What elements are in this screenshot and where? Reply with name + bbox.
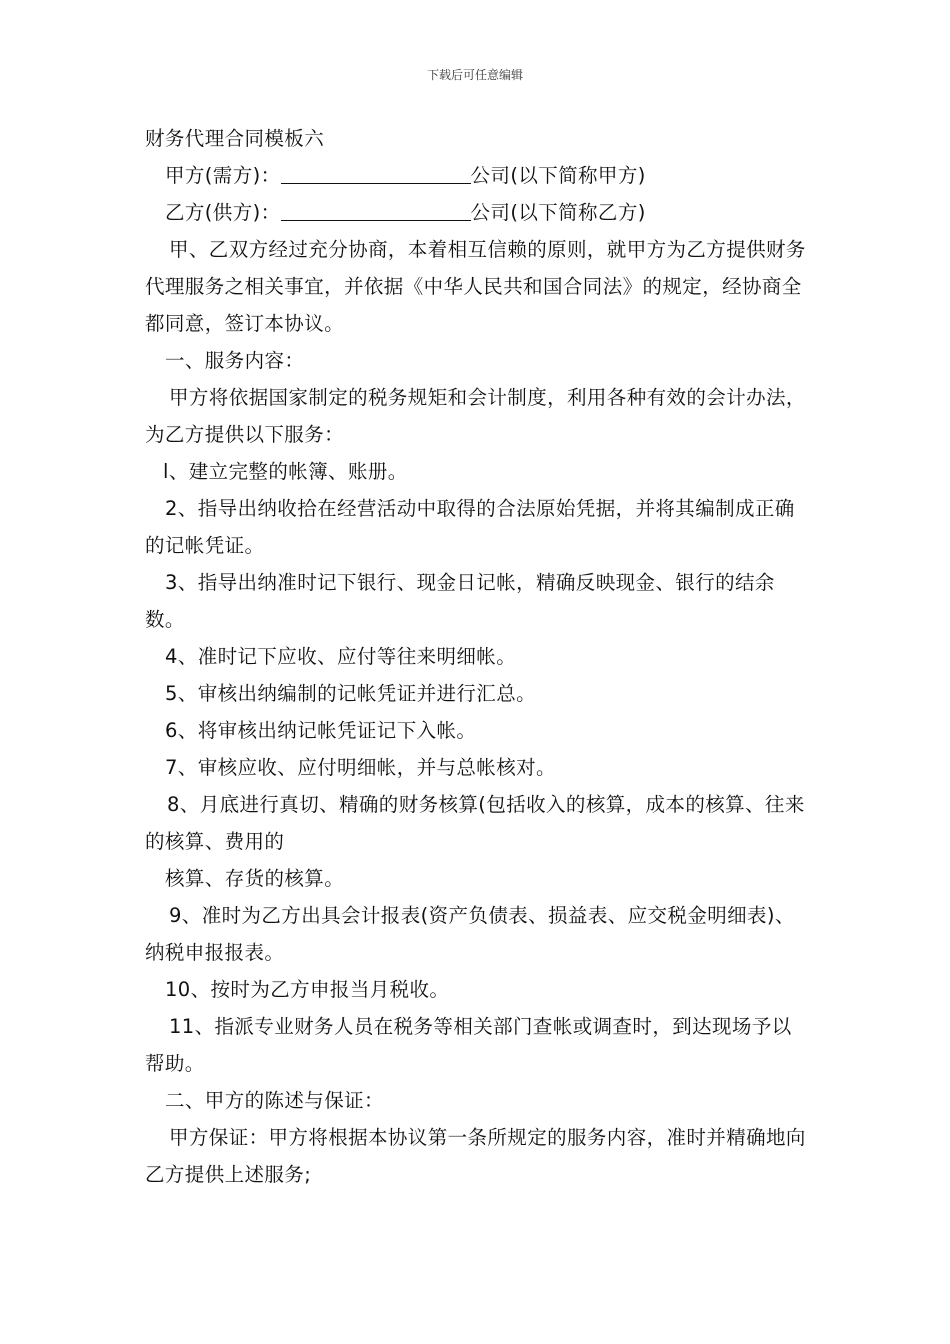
section-2-text: 甲方保证：甲方将根据本协议第一条所规定的服务内容，准时并精确地向乙方提供上述服务; <box>145 1126 806 1186</box>
list-item: 10、按时为乙方申报当月税收。 <box>165 978 450 1001</box>
list-item <box>145 564 810 638</box>
list-item <box>145 1008 810 1082</box>
list-item <box>145 786 810 860</box>
section-1-intro-text: 甲方将依据国家制定的税务规矩和会计制度，利用各种有效的会计办法，为乙方提供以下服务： <box>145 386 806 446</box>
list-item-text: 3、指导出纳准时记下银行、现金日记帐，精确反映现金、银行的结余数。 <box>145 571 775 631</box>
list-item-continuation: 核算、存货的核算。 <box>165 867 345 890</box>
intro-paragraph <box>145 231 810 342</box>
list-item <box>145 490 810 564</box>
party-a-suffix: 公司(以下简称甲方) <box>470 164 646 187</box>
list-item: 6、将审核出纳记帐凭证记下入帐。 <box>165 719 477 742</box>
section-1-title: 一、服务内容： <box>165 349 305 372</box>
document-title: 财务代理合同模板六 <box>145 127 325 150</box>
list-item-text: l、建立完整的帐簿、账册。 <box>163 460 408 483</box>
document-body <box>145 120 810 1193</box>
list-item: 5、审核出纳编制的记帐凭证并进行汇总。 <box>165 682 537 705</box>
party-a-line <box>145 157 810 194</box>
party-b-line <box>145 194 810 231</box>
section-2-paragraph <box>145 1119 810 1193</box>
party-b-suffix: 公司(以下简称乙方) <box>470 201 646 224</box>
page-header: 下载后可任意编辑 <box>426 68 523 82</box>
party-b-label: 乙方(供方)： <box>165 201 281 224</box>
list-item-text: 2、指导出纳收拾在经营活动中取得的合法原始凭据，并将其编制成正确的记帐凭证。 <box>145 497 795 557</box>
party-b-blank[interactable] <box>281 198 471 221</box>
list-item-text: 9、准时为乙方出具会计报表(资产负债表、损益表、应交税金明细表)、纳税申报报表。 <box>145 904 795 964</box>
list-item <box>145 897 810 971</box>
list-item-text: 11、指派专业财务人员在税务等相关部门查帐或调查时，到达现场予以帮助。 <box>145 1015 792 1075</box>
party-a-blank[interactable] <box>281 161 471 184</box>
section-2-title: 二、甲方的陈述与保证： <box>165 1089 384 1112</box>
list-item <box>145 453 810 490</box>
section-1-intro <box>145 379 810 453</box>
list-item: 4、准时记下应收、应付等往来明细帐。 <box>165 645 517 668</box>
list-item: 7、审核应收、应付明细帐，并与总帐核对。 <box>165 756 556 779</box>
party-a-label: 甲方(需方)： <box>165 164 281 187</box>
intro-text: 甲、乙双方经过充分协商，本着相互信赖的原则，就甲方为乙方提供财务代理服务之相关事宜，并依据《中华人民共和国合同法》的规定，经协商全都同意，签订本协议。 <box>145 238 806 335</box>
list-item-text: 8、月底进行真切、精确的财务核算(包括收入的核算，成本的核算、往来的核算、费用的 <box>145 793 805 853</box>
